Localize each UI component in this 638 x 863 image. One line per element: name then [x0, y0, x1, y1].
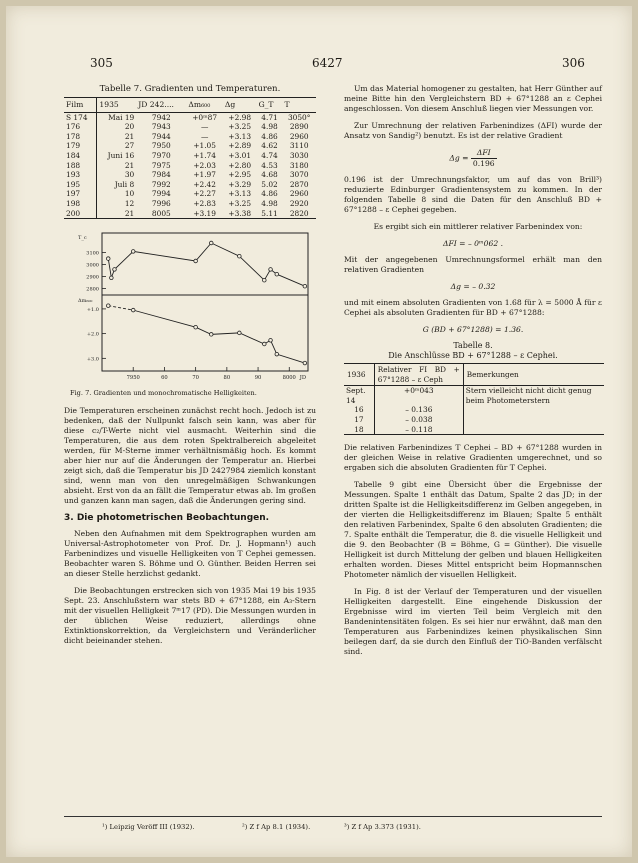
table7-cell: S 174: [64, 112, 97, 122]
chart-x-tick-label: 8000: [282, 375, 296, 382]
chart-point: [269, 339, 273, 343]
chart-point: [209, 241, 213, 245]
table-row: [64, 112, 316, 122]
right-paragraph-5: Mit der angegebenen Umrechnungsformel erhält man den relativen Gradienten: [344, 255, 602, 274]
chart-point: [238, 331, 242, 335]
table7-cell: 7975: [151, 160, 171, 170]
table7-header-row: [64, 98, 316, 113]
table8-cell: – 0.118: [374, 425, 463, 435]
equation-numerator: ΔFI: [471, 148, 497, 159]
equation-gradient: [344, 148, 602, 169]
table7-cell: 4.98: [261, 198, 278, 208]
table8-cell: [463, 415, 604, 425]
table7-cell: 7984: [151, 170, 171, 180]
chart-point: [209, 333, 213, 337]
chart-y-tick-label: 3000: [86, 262, 99, 269]
chart-panel-label: T_c: [78, 235, 87, 242]
table7-cell: 176: [64, 122, 97, 132]
table7-cell: +3.29: [228, 179, 252, 189]
chart-x-tick-label: 60: [161, 375, 168, 382]
chart-y-tick-label: +1.0: [86, 307, 99, 314]
chart-point: [110, 276, 114, 280]
table7-title: Tabelle 7. Gradienten und Temperaturen.: [99, 84, 281, 94]
table8-header-row: [344, 364, 604, 386]
table8-cell: 17: [354, 414, 364, 424]
table-row: [64, 209, 316, 219]
table7-cell: 10: [124, 189, 135, 199]
table7-cell: Juni 16: [107, 150, 135, 160]
table7-cell: +1.74: [193, 150, 216, 160]
left-column: [64, 84, 316, 653]
equation-lhs: Δg =: [449, 153, 469, 163]
table7-cell: 195: [64, 180, 97, 190]
table7-cell: +2.27: [193, 189, 216, 199]
table7-cell: +2.03: [193, 160, 216, 170]
chart-point: [194, 326, 198, 330]
footnote-2: ²) Z f Ap 8.1 (1934).: [242, 823, 311, 831]
table7-cell: 3030: [289, 150, 309, 160]
table7-header-cell: Δm₆₀₀: [186, 98, 222, 113]
table7-cell: 198: [64, 199, 97, 209]
right-paragraph-7: Die relativen Farbenindizes T Cephei – BD + 67°1288 wurden in der gleichen Weise in relative Gradienten umgerechnet, und so ergaben sich die absoluten Gradienten für T Cephei.: [344, 443, 602, 473]
chart-y-tick-label: 2800: [86, 286, 99, 293]
table7-cell: 4.86: [261, 189, 278, 199]
chart-point: [131, 308, 135, 312]
table8-cell: [463, 425, 604, 435]
chart-point: [238, 255, 242, 259]
right-paragraph-2: Zur Umrechnung der relativen Farbenindizes (ΔFI) wurde der Ansatz von Sandig²) benutzt. Es ist der relative Gradient: [344, 121, 602, 140]
table-row: [344, 386, 604, 406]
equation-relative-gradient: Δg = – 0.32: [450, 282, 496, 291]
table-row: [64, 122, 316, 132]
table7: [64, 97, 316, 219]
table7-cell: 7944: [151, 131, 171, 141]
table8-cell: 18: [344, 425, 374, 435]
chart-panel-label: Δm₆₀₀: [78, 298, 93, 305]
table7-cell: 4.53: [261, 160, 278, 170]
table7-cell: 4.62: [261, 141, 278, 151]
chart-point: [275, 273, 279, 277]
table7-cell: 2890: [289, 122, 309, 132]
chart-point: [263, 342, 267, 346]
chart-y-tick-label: 2900: [86, 274, 99, 281]
chart-x-tick-label: 7950: [126, 375, 140, 382]
table8-title-2: Die Anschlüsse BD + 67°1288 – ε Cephei.: [388, 351, 558, 360]
left-paragraph-1: Die Temperaturen erscheinen zunächst recht hoch. Jedoch ist zu bedenken, daß der Nullpunkt falsch sein kann, was aber für diese c₂/T-Werte nicht viel ausmacht. Weiterhin sind die Temperaturen, die aus dem roten Spektralbereich abgeleitet werden, für M-Sterne immer verhältnismäßig hoch. Es kommt aber hier nur auf die Änderungen der Temperatur an. Hierbei zeigt sich, daß die Temperatur bis JD 2427984 ziemlich konstant sind, wenn man von den unregelmäßigen Schwankungen absieht. Erst von da an fällt die Temperatur etwas ab. Im großen und ganzen kann man sagen, daß die Änderungen gering sind.: [64, 406, 316, 506]
table7-cell: +3.25: [228, 198, 252, 208]
chart-x-tick-label: 90: [254, 375, 262, 382]
page-number-left: 305: [90, 56, 113, 70]
right-paragraph-8: Tabelle 9 gibt eine Übersicht über die Ergebnisse der Messungen. Spalte 1 enthält das Datum, Spalte 2 das JD; in der dritten Spalte ist die Helligkeitsdifferenz im Gelben angegeben, in der vierten die Helligkeitsdifferenz im Blauen; Spalte 5 enthält den relativen Farbenindex, Spalte 6 den absoluten Gradienten; die 7. Spalte enthält die Temperatur, die 8. die visuelle Helligkeit und die 9. den Beobachter (B = Böhme, G = Günther). Die visuelle Helligkeit ist durch Mittelung der gelben und blauen Helligkeiten erhalten worden. Dieses Mittel entspricht beim Hopmannschen Photometer nämlich der visuellen Helligkeit.: [344, 480, 602, 580]
chart-y-tick-label: +3.0: [86, 356, 99, 363]
chart-series-line: [133, 310, 305, 363]
table8-cell: 16: [354, 405, 364, 415]
table7-header-cell: G_T: [257, 98, 283, 113]
table-row: [64, 189, 316, 199]
table7-cell: +2.89: [228, 141, 252, 151]
page-number-center: 6427: [312, 56, 343, 70]
table7-cell: 2960: [289, 131, 309, 141]
chart-point: [131, 250, 135, 254]
table7-cell: 20: [124, 122, 135, 132]
journal-page: [6, 6, 632, 857]
table7-cell: 4.74: [261, 150, 278, 160]
table7-header-cell: T: [282, 98, 316, 113]
table8-body: [344, 386, 604, 435]
table7-cell: 193: [64, 170, 97, 180]
table7-header-cell: 1935: [97, 98, 136, 113]
table7-cell: 4.86: [261, 131, 278, 141]
table7-cell: 200: [64, 209, 97, 219]
table8-title-1: Tabelle 8.: [453, 341, 493, 350]
table7-cell: 5.02: [261, 179, 278, 189]
table8-cell: – 0.038: [374, 415, 463, 425]
table7-cell: 4.98: [261, 122, 278, 132]
table7-cell: 3180: [289, 160, 309, 170]
table-row: [64, 151, 316, 161]
table-row: [64, 141, 316, 151]
table7-cell: 179: [64, 141, 97, 151]
chart-x-tick-label: 80: [223, 375, 231, 382]
chart-x-tick-label: 70: [192, 375, 199, 382]
table7-header-cell: JD 242....: [136, 98, 186, 113]
table7-cell: 12: [124, 198, 135, 208]
table7-cell: +2.98: [228, 112, 252, 122]
table7-cell: Mai 19: [108, 112, 135, 122]
table7-cell: +2.80: [228, 160, 252, 170]
table7-cell: 21: [97, 209, 136, 219]
chart-point: [269, 268, 273, 272]
table7-cell: 178: [64, 132, 97, 142]
chart-point: [106, 304, 110, 308]
table8-cell: Stern vielleicht nicht dicht genug beim Photometerstern: [463, 386, 604, 406]
table7-cell: 197: [64, 189, 97, 199]
chart-point: [275, 352, 279, 356]
table7-cell: +3.38: [223, 209, 257, 219]
table7-body: [64, 112, 316, 219]
right-column: [344, 84, 602, 664]
right-paragraph-9: In Fig. 8 ist der Verlauf der Temperaturen und der visuellen Helligkeiten dargestellt. Eine eingehende Diskussion der Ergebnisse wird im vierten Teil beim Vergleich mit den Bandenintensitäten folgen. Es sei hier nur erwähnt, daß man den Temperaturen aus Farbenindizes keinen physikalischen Sinn beilegen darf, da sie durch den Einfluß der TiO-Banden verfälscht sind.: [344, 587, 602, 657]
table7-cell: 7996: [151, 198, 171, 208]
table-row: [64, 199, 316, 209]
right-paragraph-3: 0.196 ist der Umrechnungsfaktor, um auf das von Brill³) reduzierte Edinburger Gradientensystem zu kommen. In der folgenden Tabelle 8 sind die Daten für den Anschluß BD + 67°1288 – ε Cephei gegeben.: [344, 175, 602, 214]
table7-cell: 21: [124, 160, 135, 170]
footnote-1: ¹) Leipzig Veröff III (1932).: [102, 823, 195, 831]
table7-cell: 7994: [151, 189, 171, 199]
section-heading: 3. Die photometrischen Beobachtungen.: [64, 513, 270, 524]
table7-cell: +1.97: [193, 170, 216, 180]
table-row: [344, 415, 604, 425]
table7-cell: 2920: [289, 198, 309, 208]
table7-cell: 2960: [289, 189, 309, 199]
table7-cell: 7942: [151, 112, 171, 122]
table7-cell: 21: [124, 131, 135, 141]
table-row: [64, 161, 316, 171]
table7-header-cell: Δg: [223, 98, 257, 113]
page-number-right: 306: [562, 56, 585, 70]
table7-cell: —: [200, 122, 209, 132]
table7-cell: 7950: [151, 141, 171, 151]
table7-cell: 30: [124, 170, 135, 180]
table7-cell: +3.25: [228, 122, 252, 132]
table7-cell: 4.71: [261, 112, 278, 122]
table8-header-cell: Bemerkungen: [463, 364, 604, 386]
equation-fraction: [471, 148, 497, 169]
chart-point: [303, 361, 307, 365]
table-row: [64, 170, 316, 180]
equation-denominator: 0.196: [472, 159, 495, 168]
chart-series-line-dashed: [108, 306, 133, 310]
table-row: [344, 405, 604, 415]
table7-cell: +2.42: [193, 179, 216, 189]
table7-cell: 27: [124, 141, 135, 151]
chart-point: [194, 259, 198, 263]
table7-cell: 184: [64, 151, 97, 161]
table7-cell: 3110: [289, 141, 309, 151]
table7-cell: 3050°: [287, 112, 311, 122]
table7-cell: +3.19: [186, 209, 222, 219]
table7-cell: 7992: [151, 179, 171, 189]
table7-cell: 5.11: [257, 209, 283, 219]
table7-cell: 2820: [282, 209, 316, 219]
table8-cell: [463, 405, 604, 415]
chart-y-tick-label: +2.0: [86, 331, 99, 338]
right-paragraph-6: und mit einem absoluten Gradienten von 1.68 für λ = 5000 Å für ε Cephei als absoluten Gradienten für BD + 67°1288:: [344, 298, 602, 317]
left-paragraph-3: Die Beobachtungen erstrecken sich von 1935 Mai 19 bis 1935 Sept. 23. Anschlußstern war stets BD + 67°1288, ein A₃-Stern mit der visuellen Helligkeit 7ᵐ17 (PD). Die Messungen wurden in der üblichen Weise reduziert, allerdings ohne Extinktionskorrektion, da Vergleichstern und Veränderlicher dicht beieinander stehen.: [64, 586, 316, 646]
table8-header-cell: 1936: [344, 364, 374, 386]
right-paragraph-4: Es ergibt sich ein mittlerer relativer Farbenindex von:: [373, 222, 583, 231]
figure7-chart: [64, 227, 316, 387]
table7-cell: 4.68: [261, 170, 278, 180]
chart-x-label: JD: [299, 375, 306, 382]
table-row: [344, 425, 604, 435]
table7-cell: 7943: [151, 122, 171, 132]
table7-cell: 3070: [289, 170, 309, 180]
right-paragraph-1: Um das Material homogener zu gestalten, hat Herr Günther auf meine Bitte hin den Vergleichstern BD + 67°1288 an ε Cephei angeschlossen. Von diesem Anschluß liegen vier Messungen vor.: [344, 84, 602, 113]
table7-cell: 188: [64, 161, 97, 171]
equation-mean-fi: ΔFI = – 0ᵐ062 .: [443, 239, 503, 248]
chart-point: [263, 279, 267, 283]
table8-cell: – 0.136: [374, 405, 463, 415]
equation-absolute-gradient: G (BD + 67°1288) = 1.36.: [422, 325, 524, 334]
table7-cell: 8005: [136, 209, 186, 219]
chart-point: [113, 268, 117, 272]
table-row: [64, 180, 316, 190]
table8-cell: Sept. 14: [346, 386, 366, 405]
table8: [344, 363, 604, 435]
table7-cell: 7970: [151, 150, 171, 160]
table7-header-cell: Film: [64, 98, 97, 113]
chart-point: [106, 257, 110, 261]
table-row: [64, 132, 316, 142]
table7-cell: +3.13: [228, 131, 252, 141]
table8-cell: +0ᵐ043: [374, 386, 463, 406]
chart-series-line: [108, 243, 305, 286]
chart-point: [303, 285, 307, 289]
table7-cell: +3.01: [228, 150, 252, 160]
table7-cell: Juli 8: [114, 179, 135, 189]
table7-cell: +0ᵐ87: [192, 112, 218, 122]
table7-cell: —: [200, 131, 209, 141]
table7-cell: +2.83: [193, 198, 216, 208]
figure7-caption: Fig. 7. Gradienten und monochromatische Helligkeiten.: [70, 389, 257, 398]
chart-frame: [102, 233, 308, 371]
table8-header-cell: Relativer FI BD + 67°1288 – ε Ceph: [374, 364, 463, 386]
left-paragraph-2: Neben den Aufnahmen mit dem Spektrographen wurden am Universal-Astrophotometer von Prof. Dr. J. Hopmann¹) auch Farbenindizes und visuelle Helligkeiten von T Cephei gemessen. Beobachter waren S. Böhme und O. Günther. Beiden Herren sei an dieser Stelle herzlichst gedankt.: [64, 529, 316, 579]
chart-y-tick-label: 3100: [86, 250, 99, 257]
table7-cell: +1.05: [193, 141, 216, 151]
table7-cell: 2870: [289, 179, 309, 189]
table7-cell: +2.95: [228, 170, 252, 180]
footnote-3: ³) Z f Ap 3.373 (1931).: [344, 823, 421, 831]
footnote-rule: [64, 816, 602, 817]
table7-cell: +3.13: [228, 189, 252, 199]
